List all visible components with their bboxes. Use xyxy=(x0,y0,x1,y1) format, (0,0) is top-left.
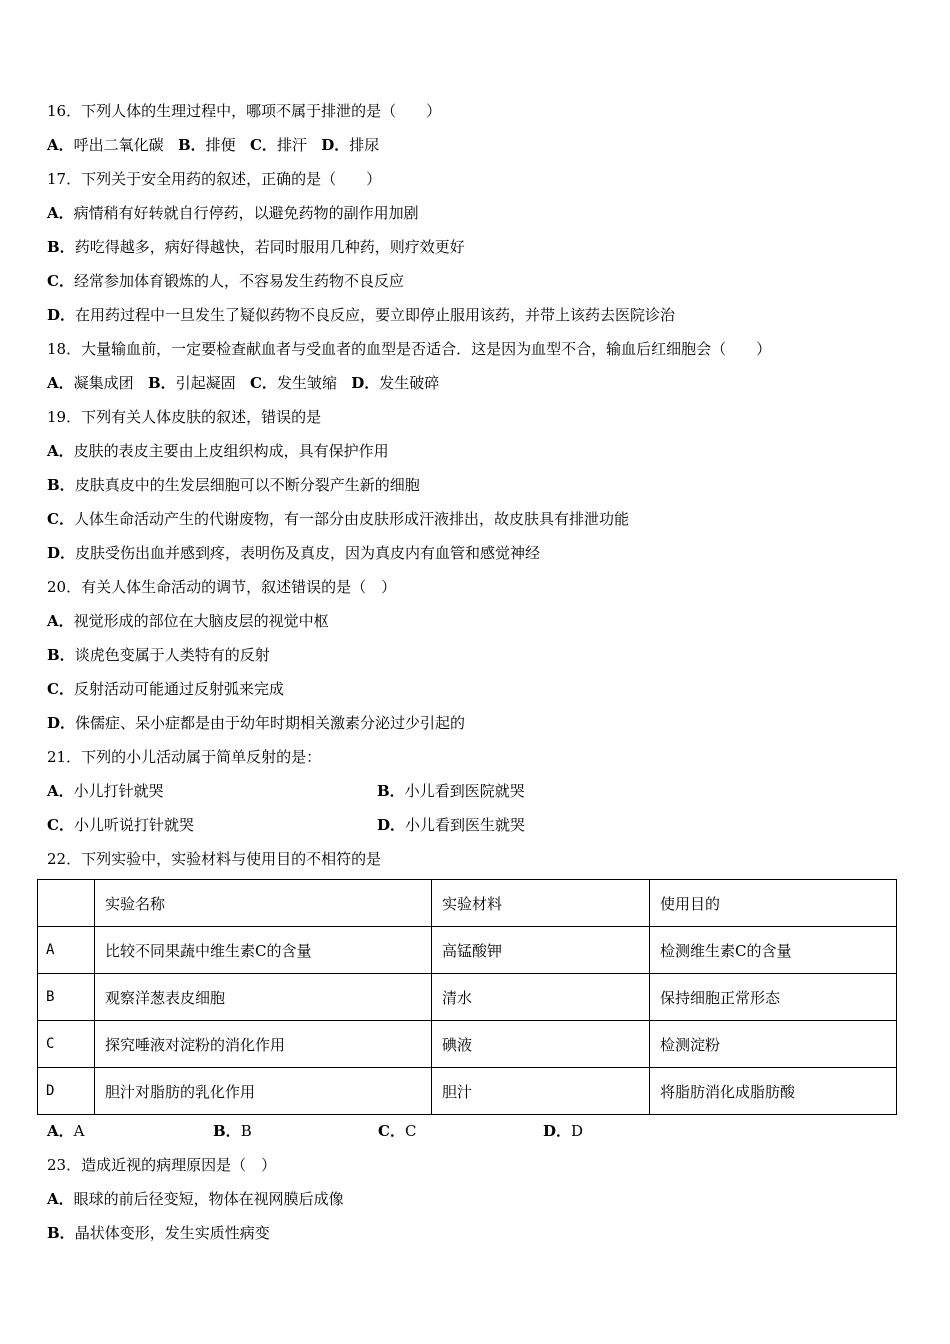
q21-option-c-text: 小儿听说打针就哭 xyxy=(73,816,194,834)
q18-option-b-text: 引起凝固 xyxy=(175,374,236,392)
table-header-cell: 实验名称 xyxy=(95,880,432,927)
table-cell: 高锰酸钾 xyxy=(432,927,650,974)
table-row xyxy=(38,1021,897,1068)
experiment-table xyxy=(37,879,897,1115)
q18-option-d-text: 发生破碎 xyxy=(379,374,440,392)
table-cell: 将脂肪消化成脂肪酸 xyxy=(650,1068,897,1115)
table-header-row xyxy=(38,880,897,927)
q20-option-d-letter: D． xyxy=(47,714,76,732)
q20-option-c-letter: C． xyxy=(47,680,74,698)
q16-option-d-letter: D． xyxy=(321,136,350,154)
q19-option-b xyxy=(47,475,420,495)
q19-option-b-letter: B． xyxy=(47,476,75,494)
table-cell: 检测维生素C的含量 xyxy=(650,927,897,974)
q17-option-b-text: 药吃得越多，病好得越快，若同时服用几种药，则疗效更好 xyxy=(74,238,465,256)
q19-option-b-text: 皮肤真皮中的生发层细胞可以不断分裂产生新的细胞 xyxy=(74,476,420,494)
q20-option-c xyxy=(47,679,284,699)
q22-stem: 22．下列实验中，实验材料与使用目的不相符的是 xyxy=(47,850,382,868)
q20-option-b-text: 谈虎色变属于人类特有的反射 xyxy=(74,646,270,664)
q16-option-a-text: 呼出二氧化碳 xyxy=(73,136,164,154)
q22-option-a-letter: A． xyxy=(47,1122,74,1140)
q21-option-d xyxy=(377,815,525,835)
q23-option-b xyxy=(47,1223,270,1243)
q21-option-c xyxy=(47,815,194,835)
table-cell: A xyxy=(38,927,95,974)
q19-option-a-letter: A． xyxy=(47,442,74,460)
q20-option-d-text: 侏儒症、呆小症都是由于幼年时期相关激素分泌过少引起的 xyxy=(75,714,466,732)
q22-option-c xyxy=(378,1121,416,1141)
q21-option-b-text: 小儿看到医院就哭 xyxy=(404,782,525,800)
q19-stem: 19．下列有关人体皮肤的叙述，错误的是 xyxy=(47,408,322,426)
q17-option-a xyxy=(47,203,419,223)
q18-option-b-letter: B． xyxy=(147,374,176,392)
table-cell: 胆汁对脂肪的乳化作用 xyxy=(95,1068,432,1115)
q19-option-a xyxy=(47,441,389,461)
q18-option-a-letter: A． xyxy=(47,374,74,392)
q18-options xyxy=(47,373,439,393)
q23-option-a-text: 眼球的前后径变短，物体在视网膜后成像 xyxy=(73,1190,344,1208)
q22-option-d-letter: D． xyxy=(543,1122,572,1140)
q18-option-d-letter: D． xyxy=(351,374,380,392)
q16-options xyxy=(47,135,379,155)
q23-option-a-letter: A． xyxy=(47,1190,74,1208)
table-header-cell: 使用目的 xyxy=(650,880,897,927)
q23-stem: 23．造成近视的病理原因是（ ） xyxy=(47,1156,277,1174)
table-row xyxy=(38,1068,897,1115)
q21-option-d-letter: D． xyxy=(377,816,406,834)
q16-stem: 16．下列人体的生理过程中，哪项不属于排泄的是（ ） xyxy=(47,102,442,120)
q18-option-c-letter: C． xyxy=(249,374,277,392)
q22-option-a-text: A xyxy=(73,1122,85,1140)
q20-option-a xyxy=(47,611,329,631)
q22-option-d xyxy=(543,1121,583,1141)
q20-option-a-letter: A． xyxy=(47,612,74,630)
q17-option-b xyxy=(47,237,465,257)
q20-option-a-text: 视觉形成的部位在大脑皮层的视觉中枢 xyxy=(73,612,329,630)
q20-stem: 20．有关人体生命活动的调节，叙述错误的是（ ） xyxy=(47,578,397,596)
q16-option-c-text: 排汗 xyxy=(276,136,307,154)
table-cell: B xyxy=(38,974,95,1021)
q16-option-b-letter: B． xyxy=(177,136,206,154)
q19-option-d xyxy=(47,543,540,563)
q18-option-a-text: 凝集成团 xyxy=(73,374,134,392)
q22-option-c-text: C xyxy=(404,1122,417,1140)
q16-option-a-letter: A． xyxy=(47,136,74,154)
table-cell: 清水 xyxy=(432,974,650,1021)
q16-option-b-text: 排便 xyxy=(205,136,236,154)
q17-option-c-letter: C． xyxy=(47,272,74,290)
q23-option-b-letter: B． xyxy=(47,1224,75,1242)
q20-option-d xyxy=(47,713,465,733)
q22-option-d-text: D xyxy=(571,1122,584,1140)
q19-option-d-text: 皮肤受伤出血并感到疼，表明伤及真皮，因为真皮内有血管和感觉神经 xyxy=(75,544,541,562)
table-header-cell: 实验材料 xyxy=(432,880,650,927)
q21-stem: 21．下列的小儿活动属于简单反射的是： xyxy=(47,748,322,766)
q17-option-d-text: 在用药过程中一旦发生了疑似药物不良反应，要立即停止服用该药，并带上该药去医院诊治 xyxy=(75,306,676,324)
q21-option-a xyxy=(47,781,164,801)
q20-option-c-text: 反射活动可能通过反射弧来完成 xyxy=(73,680,284,698)
table-row xyxy=(38,927,897,974)
table-cell: 比较不同果蔬中维生素C的含量 xyxy=(95,927,432,974)
q22-option-b xyxy=(213,1121,252,1141)
q18-stem: 18．大量输血前，一定要检查献血者与受血者的血型是否适合．这是因为血型不合，输血后红细胞会（ ） xyxy=(47,340,772,358)
q17-option-c xyxy=(47,271,404,291)
q22-option-b-letter: B． xyxy=(213,1122,241,1140)
q17-option-b-letter: B． xyxy=(47,238,75,256)
q20-option-b xyxy=(47,645,270,665)
q21-option-a-letter: A． xyxy=(47,782,74,800)
table-cell: 探究唾液对淀粉的消化作用 xyxy=(95,1021,432,1068)
q21-option-d-text: 小儿看到医生就哭 xyxy=(405,816,526,834)
q22-option-b-text: B xyxy=(240,1122,252,1140)
table-cell: 检测淀粉 xyxy=(650,1021,897,1068)
q17-option-d-letter: D． xyxy=(47,306,76,324)
q21-option-a-text: 小儿打针就哭 xyxy=(73,782,164,800)
q19-option-c-letter: C． xyxy=(47,510,74,528)
q22-option-c-letter: C． xyxy=(378,1122,405,1140)
table-cell: C xyxy=(38,1021,95,1068)
q19-option-a-text: 皮肤的表皮主要由上皮组织构成，具有保护作用 xyxy=(73,442,389,460)
table-cell: 保持细胞正常形态 xyxy=(650,974,897,1021)
q19-option-c-text: 人体生命活动产生的代谢废物，有一部分由皮肤形成汗液排出，故皮肤具有排泄功能 xyxy=(73,510,629,528)
q17-option-a-text: 病情稍有好转就自行停药，以避免药物的副作用加剧 xyxy=(73,204,419,222)
q16-option-d-text: 排尿 xyxy=(349,136,380,154)
table-header-cell xyxy=(38,880,95,927)
q23-option-b-text: 晶状体变形，发生实质性病变 xyxy=(74,1224,270,1242)
q17-option-d xyxy=(47,305,675,325)
q16-option-c-letter: C． xyxy=(249,136,277,154)
q17-option-a-letter: A． xyxy=(47,204,74,222)
table-cell: 胆汁 xyxy=(432,1068,650,1115)
table-row xyxy=(38,974,897,1021)
table-cell: 观察洋葱表皮细胞 xyxy=(95,974,432,1021)
q23-option-a xyxy=(47,1189,344,1209)
q20-option-b-letter: B． xyxy=(47,646,75,664)
q19-option-d-letter: D． xyxy=(47,544,76,562)
q17-option-c-text: 经常参加体育锻炼的人，不容易发生药物不良反应 xyxy=(73,272,404,290)
q21-option-c-letter: C． xyxy=(47,816,74,834)
q21-option-b-letter: B． xyxy=(377,782,405,800)
q21-option-b xyxy=(377,781,525,801)
q22-option-a xyxy=(47,1121,84,1141)
q19-option-c xyxy=(47,509,629,529)
table-cell: 碘液 xyxy=(432,1021,650,1068)
table-cell: D xyxy=(38,1068,95,1115)
q17-stem: 17．下列关于安全用药的叙述，正确的是（ ） xyxy=(47,170,382,188)
q18-option-c-text: 发生皱缩 xyxy=(276,374,337,392)
